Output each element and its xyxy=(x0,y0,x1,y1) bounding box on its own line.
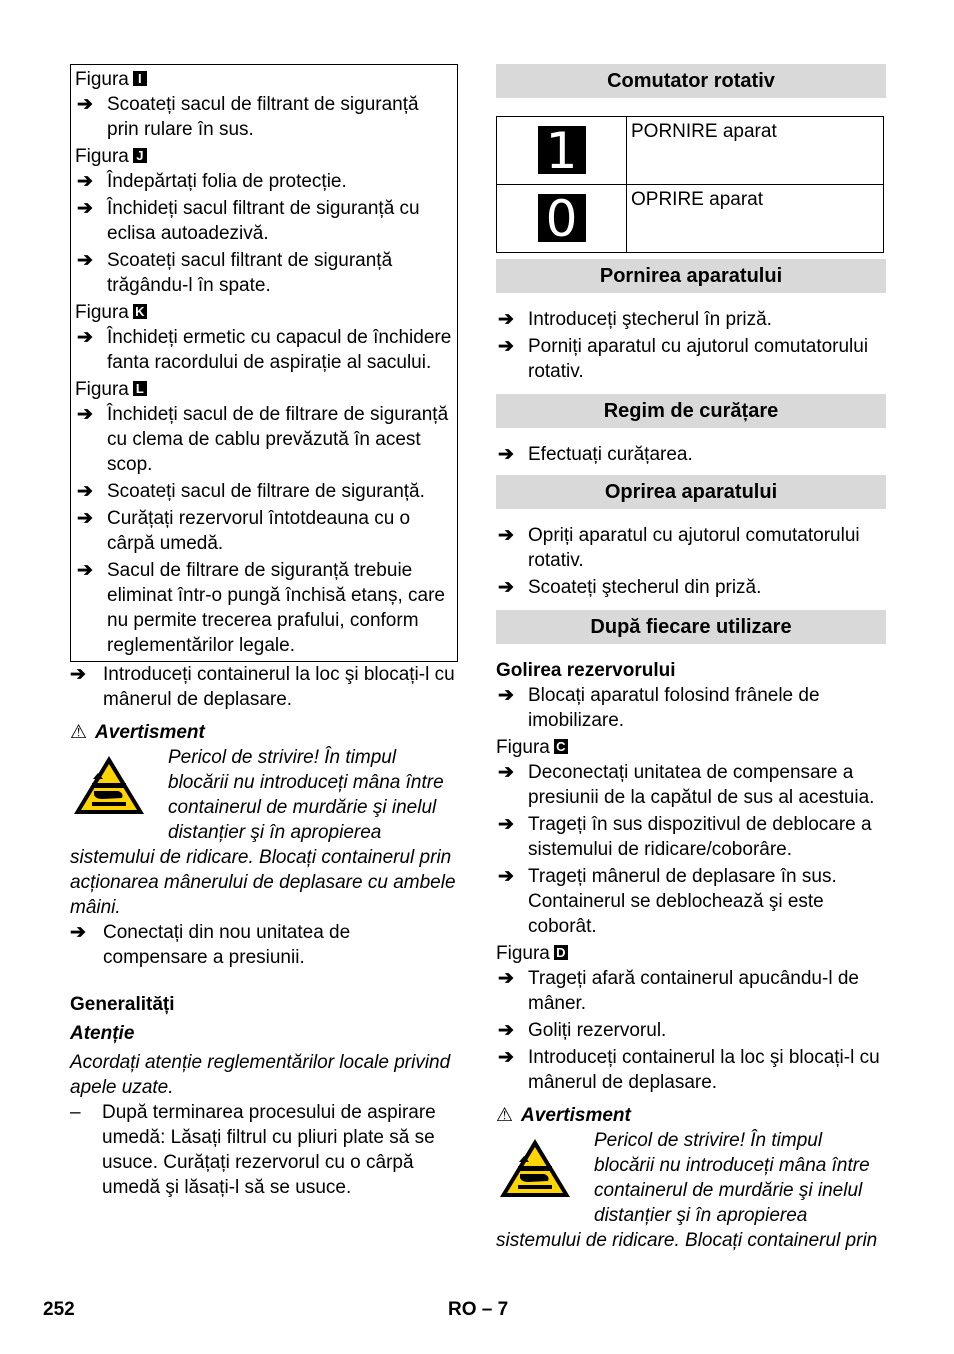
arrow-icon: ➔ xyxy=(498,685,514,706)
figure-badge: J xyxy=(133,148,147,163)
arrow-icon: ➔ xyxy=(70,664,86,685)
section-heading: Oprirea aparatului xyxy=(496,475,886,509)
arrow-icon: ➔ xyxy=(498,866,514,887)
figure-badge: C xyxy=(554,739,568,754)
instruction-item: ➔ Trageți în sus dispozitivul de deblocare a sistemului de ridicare/coborâre. xyxy=(498,814,872,860)
instruction-item: ➔ Închideți sacul filtrant de siguranță cu eclisa autoadezivă. xyxy=(77,198,420,244)
figure-badge: L xyxy=(133,381,147,396)
arrow-icon: ➔ xyxy=(498,762,514,783)
instruction-item: ➔ Goliți rezervorul. xyxy=(498,1020,667,1041)
figure-ref-l xyxy=(75,377,453,402)
instruction-item: ➔ Introduceți containerul la loc şi blocați-l cu mânerul de deplasare. xyxy=(498,1047,880,1093)
figure-ref-i xyxy=(75,67,453,92)
figure-badge: D xyxy=(554,945,568,960)
arrow-icon: ➔ xyxy=(77,198,93,219)
arrow-icon: ➔ xyxy=(77,327,93,348)
section-heading: Pornirea aparatului xyxy=(496,259,886,293)
figure-badge: I xyxy=(133,71,147,86)
dash-list-item: – După terminarea procesului de aspirare umedă: Lăsați filtrul cu pliuri plate să se usuce. Curățați rezervorul cu o cârpă umedă şi lăsați-l să se usuce. xyxy=(70,1102,436,1198)
instruction-item: ➔ Efectuați curățarea. xyxy=(498,444,693,465)
caution-heading: Atenție xyxy=(70,1023,135,1044)
arrow-icon: ➔ xyxy=(77,404,93,425)
instruction-item: ➔ Scoateți ştecherul din priză. xyxy=(498,577,762,598)
table-row xyxy=(497,185,884,253)
figure-ref-d xyxy=(496,941,886,966)
instruction-item: ➔ Conectați din nou unitatea de compensare a presiunii. xyxy=(70,922,351,968)
section-page-label: RO – 7 xyxy=(448,1299,509,1320)
warning-icon: ⚠ xyxy=(70,722,88,743)
instruction-item: ➔ Blocați aparatul folosind frânele de imobilizare. xyxy=(498,685,820,731)
arrow-icon: ➔ xyxy=(70,922,86,943)
instruction-item: ➔ Trageți mânerul de deplasare în sus. Containerul se deblochează şi este coborât. xyxy=(498,866,837,937)
instruction-item: ➔ Introduceți containerul la loc şi blocați-l cu mânerul de deplasare. xyxy=(70,664,455,710)
warning-heading: ⚠ Avertisment xyxy=(496,1105,631,1126)
crush-hazard-icon xyxy=(498,1136,572,1200)
figure-label: Figura xyxy=(496,943,550,964)
figure-label: Figura xyxy=(496,737,550,758)
warning-text: Pericol de strivire! În timpul blocării nu introduceți mâna între containerul de murdărie şi inelul distanțier şi în apropierea sistemului de ridicare. Blocați containerul prin acționarea mânerului de deplasare cu ambele mâini. xyxy=(70,747,456,918)
section-subheading: Golirea rezervorului xyxy=(496,660,676,681)
arrow-icon: ➔ xyxy=(77,508,93,529)
instruction-item: ➔ Scoateți sacul de filtrare de siguranță. xyxy=(77,481,425,502)
switch-off-icon: 0 xyxy=(538,194,586,242)
switch-text-cell: PORNIRE aparat xyxy=(627,117,884,185)
instruction-item: ➔ Porniți aparatul cu ajutorul comutatorului rotativ. xyxy=(498,336,869,382)
instruction-item: ➔ Deconectați unitatea de compensare a presiunii de la capătul de sus al acestuia. xyxy=(498,762,875,808)
arrow-icon: ➔ xyxy=(498,577,514,598)
instruction-item: ➔ Introduceți ştecherul în priză. xyxy=(498,309,772,330)
instruction-item: ➔ Scoateți sacul filtrant de siguranță trăgându-l în spate. xyxy=(77,250,393,296)
instruction-item: ➔ Curățați rezervorul întotdeauna cu o cârpă umedă. xyxy=(77,508,411,554)
section-subheading: Generalități xyxy=(70,994,175,1015)
arrow-icon: ➔ xyxy=(498,525,514,546)
warning-heading: ⚠ Avertisment xyxy=(70,722,205,743)
caution-text: Acordați atenție reglementărilor locale privind apele uzate. xyxy=(70,1052,451,1098)
warning-icon: ⚠ xyxy=(496,1105,514,1126)
figure-ref-c xyxy=(496,735,886,760)
switch-table xyxy=(496,116,884,253)
figure-ref-j xyxy=(75,144,453,169)
instruction-item: ➔ Opriți aparatul cu ajutorul comutatorului rotativ. xyxy=(498,525,860,571)
dash-mark: – xyxy=(70,1102,81,1123)
table-row xyxy=(497,117,884,185)
section-heading: Regim de curățare xyxy=(496,394,886,428)
arrow-icon: ➔ xyxy=(498,336,514,357)
left-column xyxy=(70,64,458,1200)
arrow-icon: ➔ xyxy=(498,968,514,989)
instruction-item: ➔ Închideți ermetic cu capacul de închidere fanta racordului de aspirație al sacului. xyxy=(77,327,452,373)
switch-on-icon: 1 xyxy=(538,126,586,174)
arrow-icon: ➔ xyxy=(77,94,93,115)
arrow-icon: ➔ xyxy=(498,309,514,330)
page-number: 252 xyxy=(43,1299,75,1320)
right-column xyxy=(496,64,886,1253)
arrow-icon: ➔ xyxy=(77,560,93,581)
instruction-item: ➔ Scoateți sacul de filtrant de siguranță prin rulare în sus. xyxy=(77,94,419,140)
instruction-item: ➔ Îndepărtați folia de protecție. xyxy=(77,171,347,192)
figure-label: Figura xyxy=(75,302,129,323)
arrow-icon: ➔ xyxy=(498,1020,514,1041)
switch-symbol-cell xyxy=(497,117,627,185)
arrow-icon: ➔ xyxy=(498,814,514,835)
crush-hazard-icon xyxy=(72,753,146,817)
figure-badge: K xyxy=(133,304,147,319)
figure-label: Figura xyxy=(75,69,129,90)
arrow-icon: ➔ xyxy=(498,444,514,465)
section-heading: După fiecare utilizare xyxy=(496,610,886,644)
arrow-icon: ➔ xyxy=(77,171,93,192)
switch-symbol-cell xyxy=(497,185,627,253)
arrow-icon: ➔ xyxy=(77,481,93,502)
arrow-icon: ➔ xyxy=(77,250,93,271)
instruction-item: ➔ Sacul de filtrare de siguranță trebuie eliminat într-o pungă închisă etanș, care nu permite trecerea prafului, conform reglementărilor legale. xyxy=(77,560,445,656)
figure-label: Figura xyxy=(75,146,129,167)
switch-text-cell: OPRIRE aparat xyxy=(627,185,884,253)
arrow-icon: ➔ xyxy=(498,1047,514,1068)
figure-label: Figura xyxy=(75,379,129,400)
figure-ref-k xyxy=(75,300,453,325)
instruction-box xyxy=(70,64,458,662)
warning-text: Pericol de strivire! În timpul blocării nu introduceți mâna între containerul de murdărie şi inelul distanțier şi în apropierea sistemului de ridicare. Blocați containerul prin xyxy=(496,1130,878,1251)
section-heading: Comutator rotativ xyxy=(496,64,886,98)
instruction-item: ➔ Închideți sacul de de filtrare de siguranță cu clema de cablu prevăzută în acest scop. xyxy=(77,404,449,475)
instruction-item: ➔ Trageți afară containerul apucându-l de mâner. xyxy=(498,968,859,1014)
